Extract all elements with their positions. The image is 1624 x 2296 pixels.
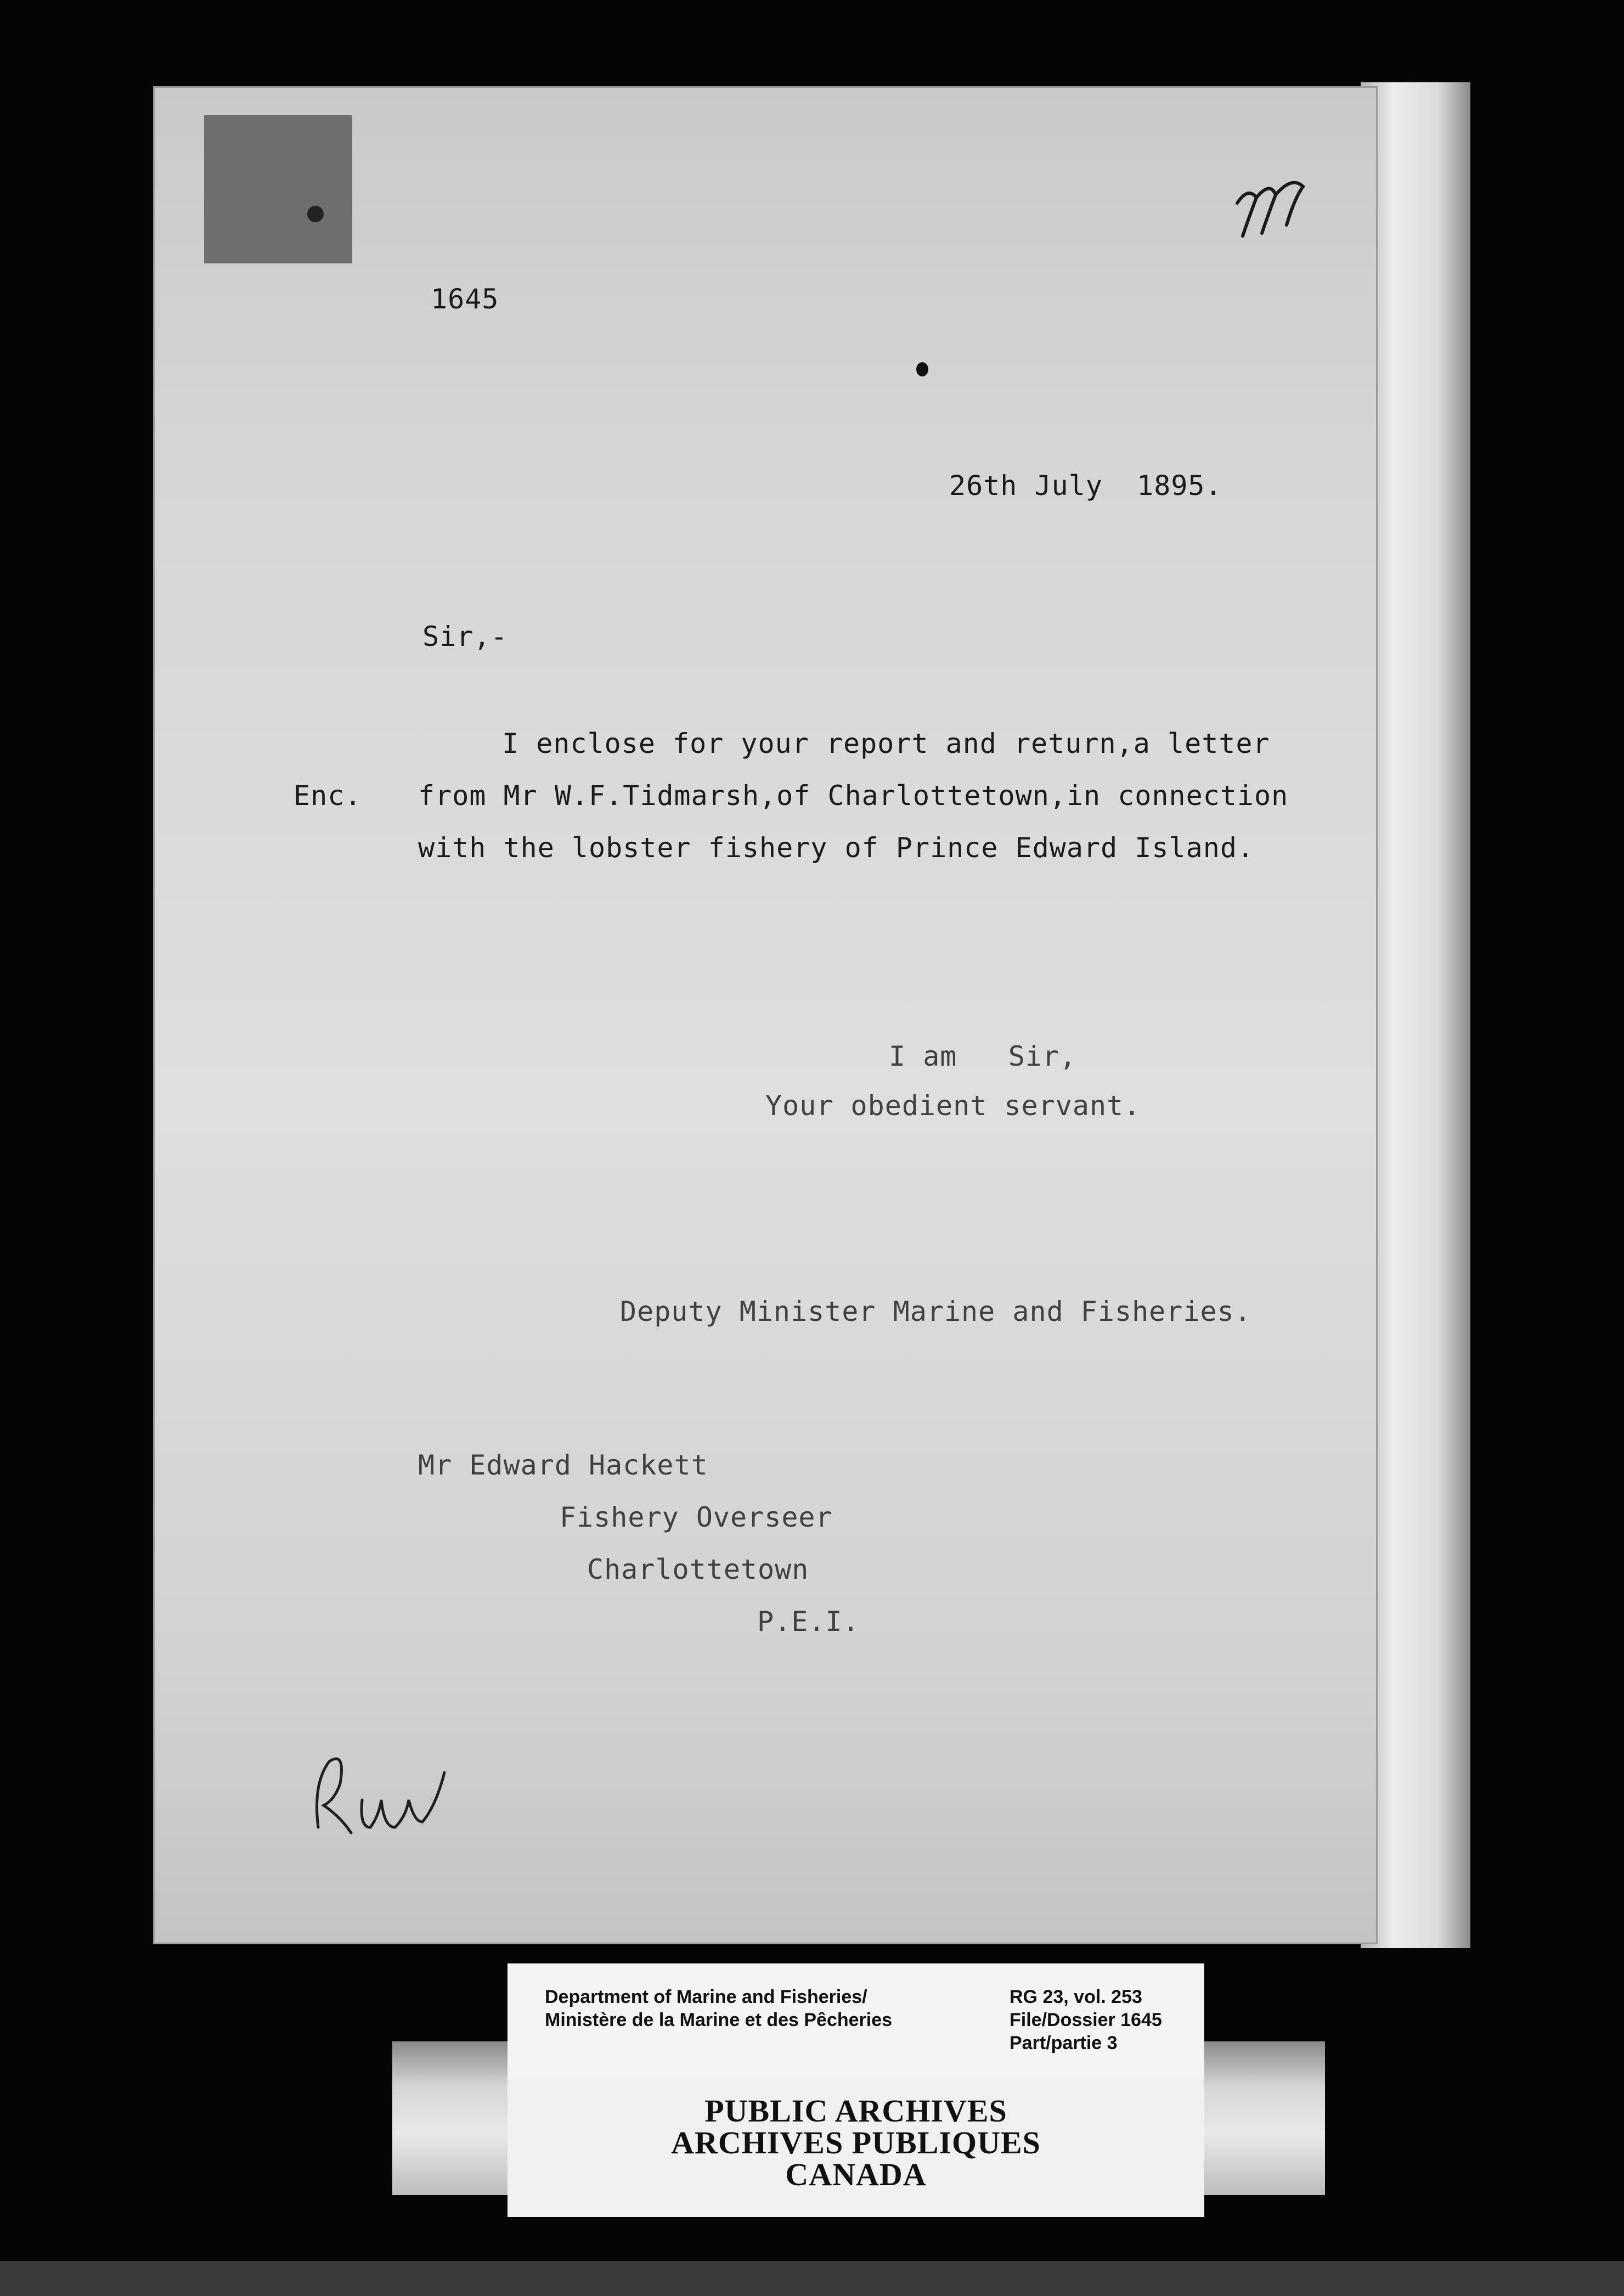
- signature-title: Deputy Minister Marine and Fisheries.: [620, 1296, 1251, 1327]
- archive-label: [507, 2080, 1204, 2217]
- salutation: Sir,-: [422, 621, 508, 652]
- reference-file-info: [1010, 1985, 1162, 2055]
- letter-date: 26th July 1895.: [949, 470, 1222, 502]
- body-line-1: I enclose for your report and return,a letter: [502, 728, 1270, 759]
- handwritten-initials: [307, 1740, 472, 1849]
- address-line-3: Charlottetown: [587, 1554, 809, 1585]
- record-group: RG 23, vol. 253: [1010, 1987, 1142, 2007]
- body-line-2: from Mr W.F.Tidmarsh,of Charlottetown,in connection: [418, 780, 1289, 812]
- document-page: [155, 88, 1376, 1943]
- body-line-3: with the lobster fishery of Prince Edward Island.: [418, 832, 1255, 864]
- department-en: Department of Marine and Fisheries/: [545, 1987, 867, 2007]
- part-partie: Part/partie 3: [1010, 2033, 1118, 2053]
- archive-line-2: ARCHIVES PUBLIQUES: [671, 2125, 1041, 2160]
- ink-dot: [916, 362, 928, 376]
- reference-department: [545, 1985, 892, 2031]
- tape-patch: [204, 115, 352, 263]
- closing-line-2: Your obedient servant.: [765, 1090, 1141, 1122]
- archive-line-1: PUBLIC ARCHIVES: [704, 2093, 1007, 2129]
- file-number: 1645: [431, 283, 499, 315]
- corner-handwriting: [1232, 165, 1314, 241]
- department-fr: Ministère de la Marine et des Pêcheries: [545, 2010, 893, 2030]
- address-line-2: Fishery Overseer: [560, 1501, 833, 1533]
- tape-mark: [307, 206, 324, 222]
- margin-note: Enc.: [294, 780, 362, 812]
- bottom-strip: [0, 2261, 1624, 2296]
- address-line-4: P.E.I.: [757, 1606, 860, 1637]
- address-line-1: Mr Edward Hackett: [418, 1449, 708, 1481]
- file-dossier: File/Dossier 1645: [1010, 2010, 1162, 2030]
- page-edge-right: [1361, 82, 1470, 1948]
- closing-line-1: I am Sir,: [889, 1040, 1077, 1072]
- archive-line-3: CANADA: [785, 2157, 927, 2192]
